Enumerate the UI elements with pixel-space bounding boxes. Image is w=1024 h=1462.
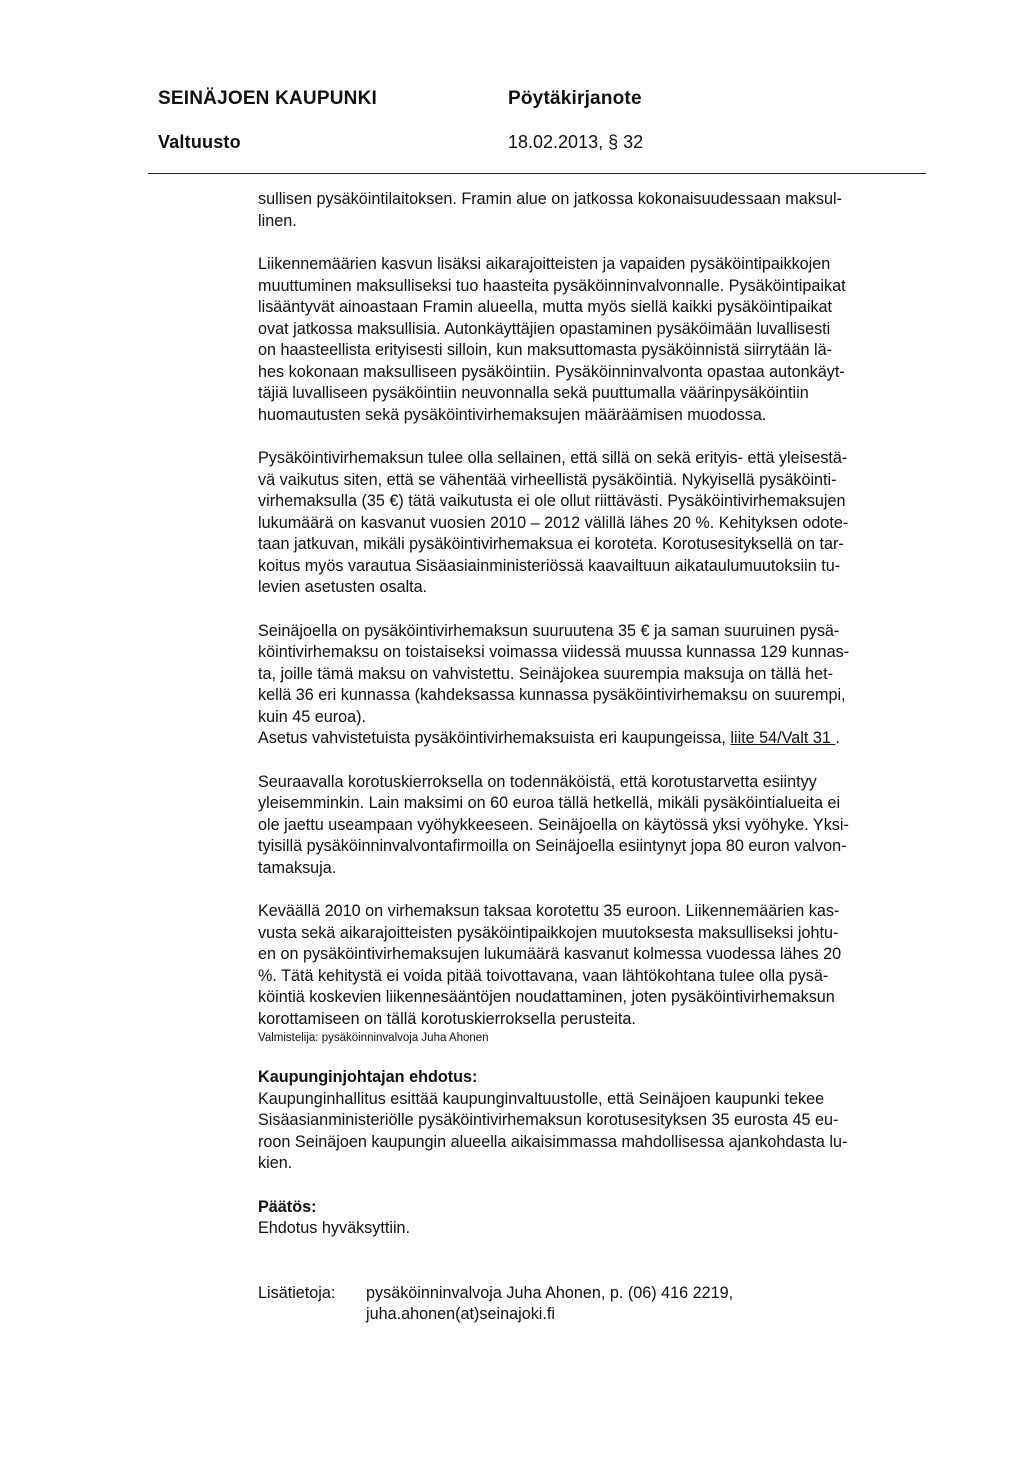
- council-body: Valtuusto: [158, 132, 241, 152]
- proposal-heading: Kaupunginjohtajan ehdotus:: [258, 1068, 478, 1086]
- document-body: [258, 189, 926, 1326]
- paragraph-text: Seuraavalla korotuskierroksella on todennäköistä, että korotustarvetta esiintyy yleisemminkin. Lain maksimi on 60 euroa tällä hetkellä, mikäli pysäköintialueita ei ole jaettu useampaan vyöhykkeeseen. Seinäjoella on käytössä yksi vyöhyke. Yksi- tyisillä pysäköinninvalvontafirmoilla on Seinäjoella esiintynyt jopa 80 euron valvon- tamaksuja.: [258, 772, 849, 877]
- paragraph-text: Keväällä 2010 on virhemaksun taksaa korotettu 35 euroon. Liikennemäärien kas- vusta sekä aikarajoitteisten pysäköintipaikkojen muutoksesta maksulliseksi johtu- en on pysäköintivirhemaksujen lukumäärä kasvanut kolmessa vuodessa lähes 20 %. Tätä kehitystä ei voida pitää toivottavana, vaan lähtökohtana tulee olla pysä- köintiä koskevien liikennesääntöjen noudattaminen, joten pysäköintivirhemaksun korottamiseen on tällä korotuskierroksella perusteita.: [258, 902, 842, 1028]
- paragraph-traffic: [258, 254, 926, 426]
- contact-name-phone: pysäköinninvalvoja Juha Ahonen, p. (06) 416 2219,: [366, 1283, 734, 1302]
- paragraph-text: sullisen pysäköintilaitoksen. Framin alue on jatkossa kokonaisuudessaan maksul- linen.: [258, 190, 842, 230]
- proposal-text: Kaupunginhallitus esittää kaupunginvaltuustolle, että Seinäjoen kaupunki tekee Sisäasianministeriölle pysäköintivirhemaksun korotusesityksen 35 eurosta 45 eu- roon Seinäjoen kaupungin alueella aikaisimmassa mahdollisessa ajankohdasta lu- kien.: [258, 1089, 848, 1172]
- paragraph-next-round: [258, 772, 926, 880]
- paragraph-fee-purpose: [258, 448, 926, 599]
- paragraph-continuation: [258, 189, 926, 232]
- contact-label: Lisätietoja:: [258, 1283, 336, 1302]
- paragraph-text: Pysäköintivirhemaksun tulee olla sellainen, että sillä on sekä erityis- että yleisestä- vä vaikutus siten, että se vähentää virheellistä pysäköintiä. Nykyisellä pysäköinti- virhemaksulla (35 €) tätä vaikutusta ei ole ollut riittävästi. Pysäköintivirhemaksujen lukumäärä on kasvanut vuosien 2010 – 2012 välillä lähes 20 %. Kehityksen odote- taan jatkuvan, mikäli pysäköintivirhemaksua ei koroteta. Korotusesityksellä on tar- koitus myös varautua Sisäasiainministeriössä kaavailtuun aikataulumuutoksiin tu- levien asetusten osalta.: [258, 449, 849, 596]
- header-divider: [148, 173, 926, 174]
- attachment-link[interactable]: liite 54/Valt 31: [730, 729, 836, 747]
- organization-name: SEINÄJOEN KAUPUNKI: [158, 88, 377, 109]
- decision-heading: Päätös:: [258, 1197, 317, 1216]
- decision-text: Ehdotus hyväksyttiin.: [258, 1219, 411, 1237]
- attachment-text: Asetus vahvistetuista pysäköintivirhemaksuista eri kaupungeissa,: [258, 729, 731, 747]
- paragraph-history: [258, 901, 926, 1030]
- document-type: Pöytäkirjanote: [508, 88, 642, 109]
- meeting-date-section: 18.02.2013, § 32: [508, 132, 644, 152]
- contact-email[interactable]: juha.ahonen(at)seinajoki.fi: [366, 1305, 555, 1323]
- preparer-line: Valmistelija: pysäköinninvalvoja Juha Ahonen: [258, 1032, 489, 1044]
- paragraph-text: Seinäjoella on pysäköintivirhemaksun suuruutena 35 € ja saman suuruinen pysä- köintivirhemaksu on toistaiseksi voimassa viidessä muussa kunnassa 129 kunnas- ta, joille tämä maksu on vahvistettu. Seinäjokea suurempia maksuja on tällä het- kellä 36 eri kunnassa (kahdeksassa kunnassa pysäköintivirhemaksu on suurempi, kuin 45 euroa).: [258, 621, 850, 726]
- contact-info: [258, 1283, 926, 1326]
- attachment-end: .: [835, 729, 840, 747]
- paragraph-text: Liikennemäärien kasvun lisäksi aikarajoitteisten ja vapaiden pysäköintipaikkojen muuttuminen maksulliseksi tuo haasteita pysäköinninvalvonnalle. Pysäköintipaikat lisääntyvät ainoastaan Framin alueella, mutta myös siellä kaikki pysäköintipaikat ovat jatkossa maksullisia. Autonkäyttäjien opastaminen pysäköimään luvallisesti on haasteellista erityisesti silloin, kun maksuttomasta pysäköinnistä siirrytään lä- hes kokonaan maksulliseen pysäköintiin. Pysäköinninvalvonta opastaa autonkäyt- täjiä luvalliseen pysäköintiin neuvonnalla sekä puuttumalla väärinpysäköintiin huomautusten sekä pysäköintivirhemaksujen määräämisen muodossa.: [258, 255, 846, 424]
- paragraph-fee-comparison: [258, 621, 926, 729]
- attachment-line: [258, 728, 926, 750]
